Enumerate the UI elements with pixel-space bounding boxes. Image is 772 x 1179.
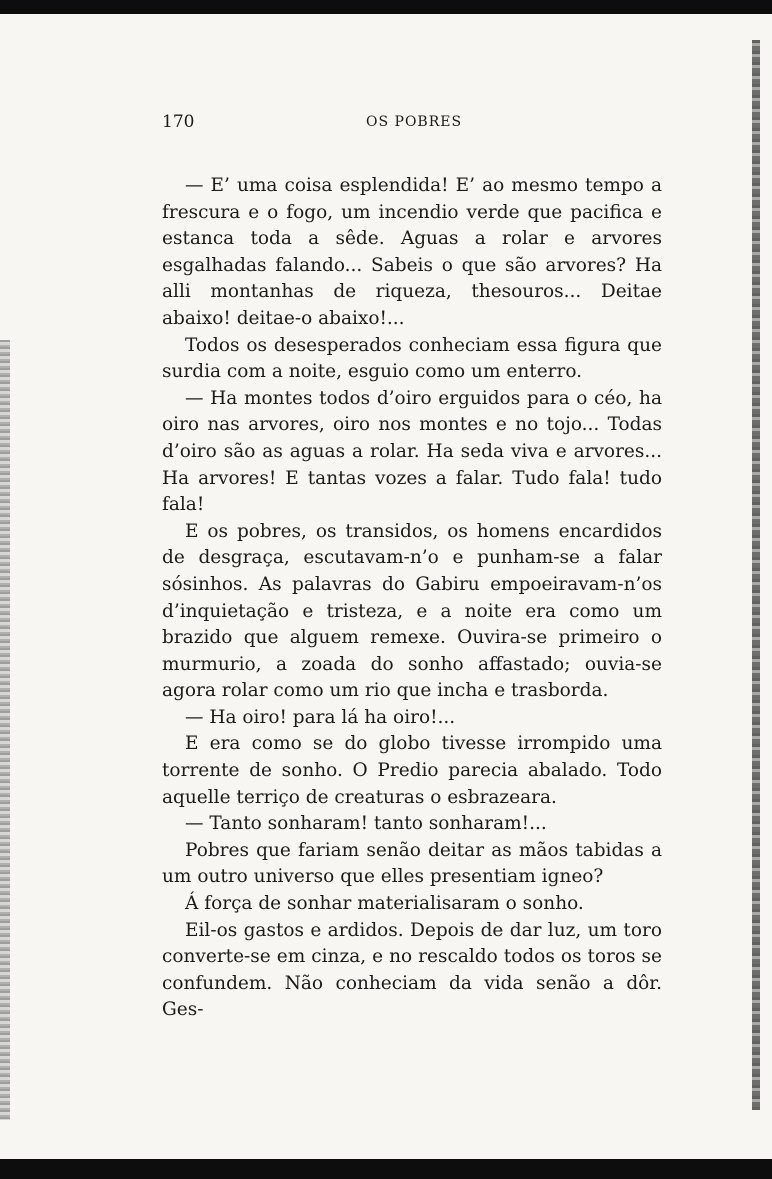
paragraph: E os pobres, os transidos, os homens encardidos de desgraça, escutavam-n’o e punham-se a falar sósinhos. As palavras do Gabiru empoeiravam-n’os d’inquietação e tristeza, e a noite era como um brazido que alguem remexe. Ouvira-se primeiro o murmurio, a zoada do sonho affastado; ouvia-se agora rolar como um rio que incha e trasborda.: [162, 520, 662, 702]
paragraph: Todos os desesperados conheciam essa figura que surdia com a noite, esguio como um enterro.: [162, 334, 662, 383]
scan-bottom-border: [0, 1159, 772, 1179]
body-text: [162, 173, 662, 1024]
scan-left-edge: [0, 340, 10, 1120]
paragraph: — Tanto sonharam! tanto sonharam!...: [185, 813, 547, 835]
scan-right-edge: [752, 40, 760, 1110]
paragraph: — E’ uma coisa esplendida! E’ ao mesmo tempo a frescura e o fogo, um incendio verde que pacifica e estanca toda a sêde. Aguas a rolar e arvores esgalhadas falando... Sabeis o que são arvores? Ha alli montanhas de riqueza, thesouros... Deitae abaixo! deitae-o abaixo!...: [162, 175, 662, 329]
scan-top-border: [0, 0, 772, 14]
running-title: OS POBRES: [366, 114, 463, 130]
paragraph: Eil-os gastos e ardidos. Depois de dar luz, um toro converte-se em cinza, e no rescaldo todos os toros se confundem. Não conheciam da vida senão a dôr. Ges-: [162, 919, 662, 1021]
paragraph: — Ha oiro! para lá ha oiro!...: [185, 706, 456, 728]
paragraph: Á força de sonhar materialisaram o sonho.: [185, 893, 584, 915]
paragraph: Pobres que fariam senão deitar as mãos tabidas a um outro universo que elles presentiam igneo?: [162, 839, 662, 888]
page-number: 170: [162, 112, 195, 132]
paragraph: — Ha montes todos d’oiro erguidos para o céo, ha oiro nas arvores, oiro nos montes e no tojo... Todas d’oiro são as aguas a rolar. Ha seda viva e arvores... Ha arvores! E tantas vozes a falar. Tudo fala! tudo fala!: [162, 387, 662, 516]
page-header: [162, 112, 662, 138]
paragraph: E era como se do globo tivesse irrompido uma torrente de sonho. O Predio parecia abalado. Todo aquelle terriço de creaturas o esbrazeara.: [162, 733, 662, 808]
